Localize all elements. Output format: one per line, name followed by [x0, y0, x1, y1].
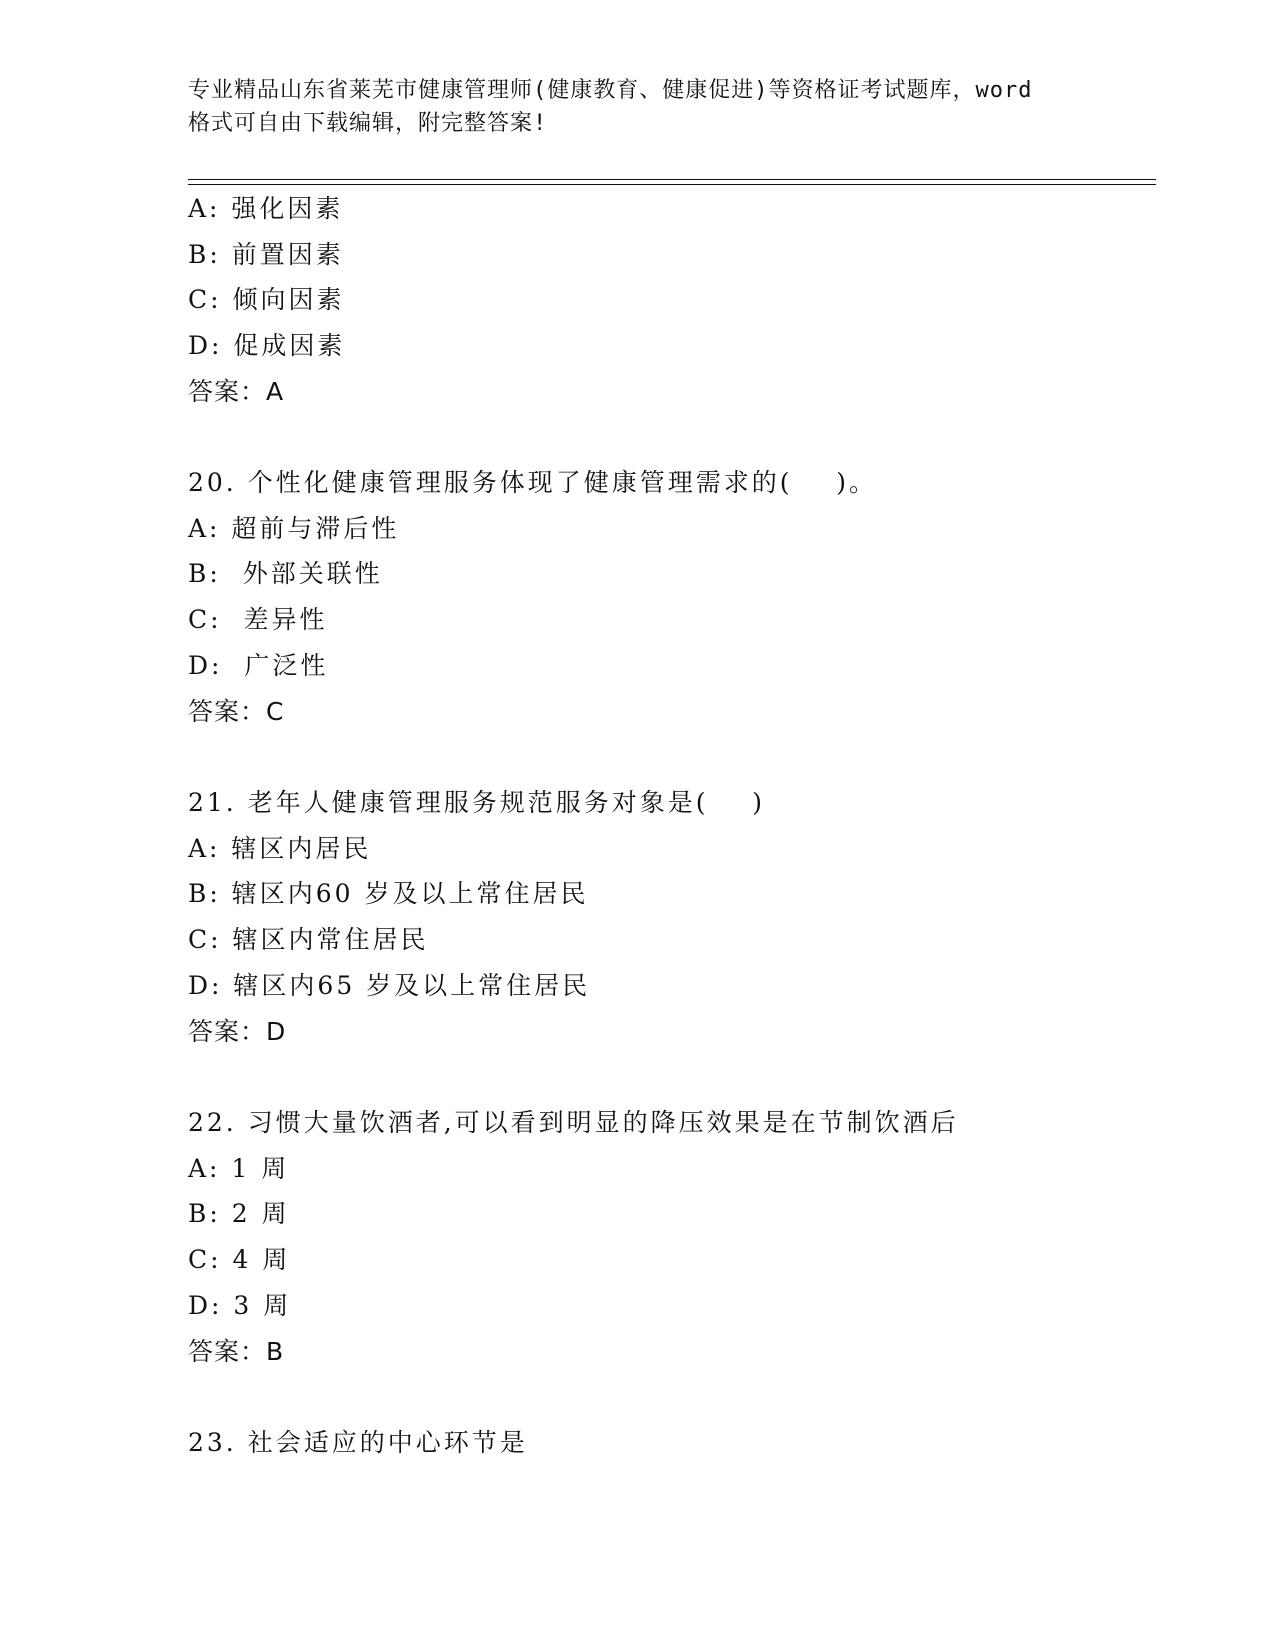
q21-question: 21. 老年人健康管理服务规范服务对象是( ) [188, 788, 766, 817]
q23-question: 23. 社会适应的中心环节是 [188, 1428, 528, 1457]
q22-option-c: C: 4 周 [188, 1245, 291, 1274]
q21-option-a: A: 辖区内居民 [188, 834, 372, 863]
q22-answer: 答案：B [188, 1337, 285, 1366]
q20-option-d: D: 广泛性 [188, 651, 329, 680]
q20-option-a: A: 超前与滞后性 [188, 514, 400, 543]
q21-option-d: D: 辖区内65 岁及以上常住居民 [188, 971, 591, 1000]
q22-option-b: B: 2 周 [188, 1199, 290, 1228]
q19-option-b: B: 前置因素 [188, 240, 344, 269]
header-line-1: 专业精品山东省莱芜市健康管理师(健康教育、健康促进)等资格证考试题库，word [188, 78, 1033, 103]
q22-option-d: D: 3 周 [188, 1291, 292, 1320]
header-divider-top [188, 179, 1156, 180]
q21-option-c: C: 辖区内常住居民 [188, 925, 429, 954]
document-header [188, 74, 1088, 140]
q21-option-b: B: 辖区内60 岁及以上常住居民 [188, 879, 589, 908]
q20-option-c: C: 差异性 [188, 605, 328, 634]
q19-option-d: D: 促成因素 [188, 331, 346, 360]
q21-answer: 答案：D [188, 1017, 287, 1046]
q22-question: 22. 习惯大量饮酒者,可以看到明显的降压效果是在节制饮酒后 [188, 1108, 959, 1137]
q19-option-a: A: 强化因素 [188, 194, 344, 223]
q19-answer: 答案：A [188, 377, 285, 406]
q20-question: 20. 个性化健康管理服务体现了健康管理需求的( )。 [188, 468, 878, 497]
header-line-2: 格式可自由下载编辑，附完整答案! [188, 111, 548, 136]
q20-option-b: B: 外部关联性 [188, 559, 383, 588]
header-divider-bottom [188, 184, 1156, 185]
q22-option-a: A: 1 周 [188, 1154, 290, 1183]
q20-answer: 答案：C [188, 697, 285, 726]
q19-option-c: C: 倾向因素 [188, 285, 345, 314]
